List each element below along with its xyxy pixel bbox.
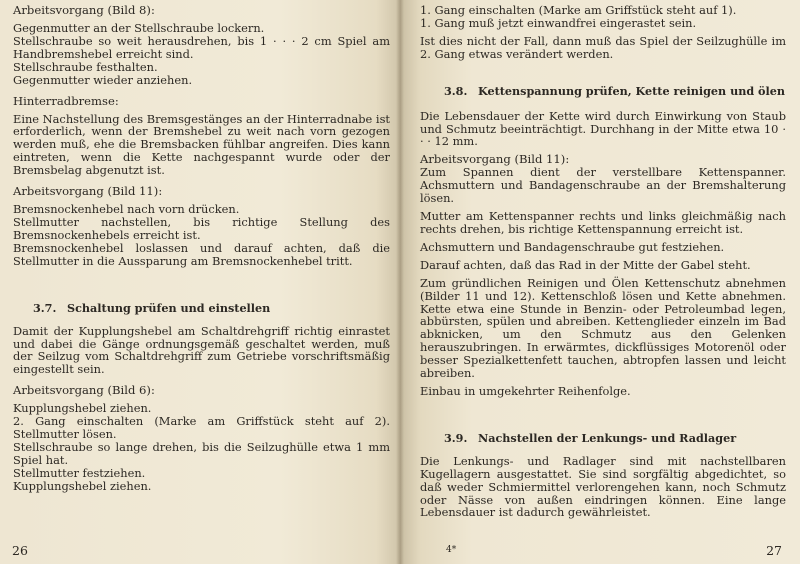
note-text: Ist dies nicht der Fall, dann muß das Spiel der Seilzughülle im 2. Gang etwas verändert werden. — [420, 33, 786, 61]
step-text: Gegenmutter wieder anziehen. — [13, 72, 193, 87]
section-heading-3-8 — [420, 85, 786, 98]
paragraph: Darauf achten, daß das Rad in der Mitte der Gabel steht. — [420, 257, 751, 272]
book-gutter — [396, 0, 404, 564]
arbeitsvorgang-bild8-label: Arbeitsvorgang (Bild 8): — [13, 3, 155, 17]
signature-mark: 4* — [446, 545, 457, 555]
hinterradbremse-heading: Hinterradbremse: — [13, 93, 119, 108]
section-3-9-text: Die Lenkungs- und Radlager sind mit nachstellbaren Kugellagern ausgestattet. Sie sind sorgfältig abgedichtet, so daß weder Schmiermittel verlorengehen kann, noch Schmutz oder Nässe von außen eindringen können. Eine lange Lebensdauer ist dadurch gewährleistet. — [420, 453, 786, 520]
step-text: Gegenmutter an der Stellschraube lockern. — [13, 21, 265, 35]
section-heading-3-9 — [420, 432, 786, 445]
section-title: Kettenspannung prüfen, Kette reinigen und ölen — [478, 83, 786, 98]
step-text: Stellmutter nachstellen, bis richtige Stellung des Bremsnockenhebels erreicht ist. — [13, 214, 390, 242]
step-text: 1. Gang muß jetzt einwandfrei eingerastet sein. — [420, 15, 697, 30]
arbeitsvorgang-bild11-label: Arbeitsvorgang (Bild 11): — [420, 152, 570, 167]
section-number: 3.8. — [444, 83, 468, 98]
arbeitsvorgang-bild11-label: Arbeitsvorgang (Bild 11): — [13, 184, 163, 199]
step-text: Stellschraube festhalten. — [13, 59, 158, 74]
section-number: 3.7. — [33, 300, 57, 315]
right-page — [400, 0, 800, 564]
paragraph: Einbau in umgekehrter Reihenfolge. — [420, 383, 631, 398]
step-text: Kupplungshebel ziehen. — [13, 401, 152, 416]
page-number-right: 27 — [766, 543, 782, 558]
paragraph: Zum Spannen dient der verstellbare Kettenspanner. Achsmuttern und Bandagenschraube an der Bremshalterung lösen. — [420, 165, 786, 206]
section-3-7-text: Damit der Kupplungshebel am Schaltdrehgriff richtig einrastet und dabei die Gänge ordnungsgemäß geschaltet werden, muß der Seilzug vom Schaltdrehgriff zum Getriebe vorschriftsmäßig eingestellt sein. — [13, 323, 390, 377]
step-text: 2. Gang einschalten (Marke am Griffstück steht auf 2). Stellmutter lösen. — [13, 414, 390, 442]
paragraph: Zum gründlichen Reinigen und Ölen Kettenschutz abnehmen (Bilder 11 und 12). Kettenschloß lösen und Kette abnehmen. Kette etwa eine Stunde in Benzin- oder Petroleumbad legen, abbürsten, spülen und abreiben. Kettenglieder einzeln im Bad abknicken, um den Schmutz aus den Gelenken herauszubringen. In erwärmtes, dickflüssiges Motorenöl oder besser Spezialkettenfett tauchen, abtropfen lassen und leicht abreiben. — [420, 275, 786, 381]
step-text: Kupplungshebel ziehen. — [13, 478, 152, 493]
section-heading-3-7 — [13, 302, 390, 315]
step-text: Bremsnockenhebel loslassen und darauf achten, daß die Stellmutter in die Aussparung am Bremsnockenhebel tritt. — [13, 240, 390, 268]
section-number: 3.9. — [444, 430, 468, 445]
arbeitsvorgang-bild6-label: Arbeitsvorgang (Bild 6): — [13, 383, 155, 398]
paragraph: Achsmuttern und Bandagenschraube gut festziehen. — [420, 239, 725, 254]
page-number-left: 26 — [12, 543, 28, 558]
step-text: 1. Gang einschalten (Marke am Griffstück steht auf 1). — [420, 3, 737, 17]
paragraph: Mutter am Kettenspanner rechts und links gleichmäßig nach rechts drehen, bis richtige Kettenspannung erreicht ist. — [420, 209, 786, 236]
step-text: Stellschraube so lange drehen, bis die Seilzughülle etwa 1 mm Spiel hat. — [13, 439, 390, 467]
section-title: Nachstellen der Lenkungs- und Radlager — [478, 430, 737, 445]
hinterradbremse-text: Eine Nachstellung des Bremsgestänges an der Hinterradnabe ist erforderlich, wenn der Bremshebel zu weit nach vorn gezogen werden muß, ehe die Bremsbacken fühlbar angreifen. Dies kann eintreten, wenn die Kette nachgespannt wurde oder der Bremsbelag abgenutzt ist. — [13, 111, 390, 178]
step-text: Bremsnockenhebel nach vorn drücken. — [13, 202, 240, 217]
section-title: Schaltung prüfen und einstellen — [67, 300, 271, 315]
step-text: Stellschraube so weit herausdrehen, bis 1 · · · 2 cm Spiel am Handbremshebel erreicht sind. — [13, 33, 390, 61]
section-3-8-text: Die Lebensdauer der Kette wird durch Einwirkung von Staub und Schmutz beeinträchtigt. Durchhang in der Mitte etwa 10 · · · 12 mm. — [420, 108, 786, 149]
step-text: Stellmutter festziehen. — [13, 465, 146, 480]
